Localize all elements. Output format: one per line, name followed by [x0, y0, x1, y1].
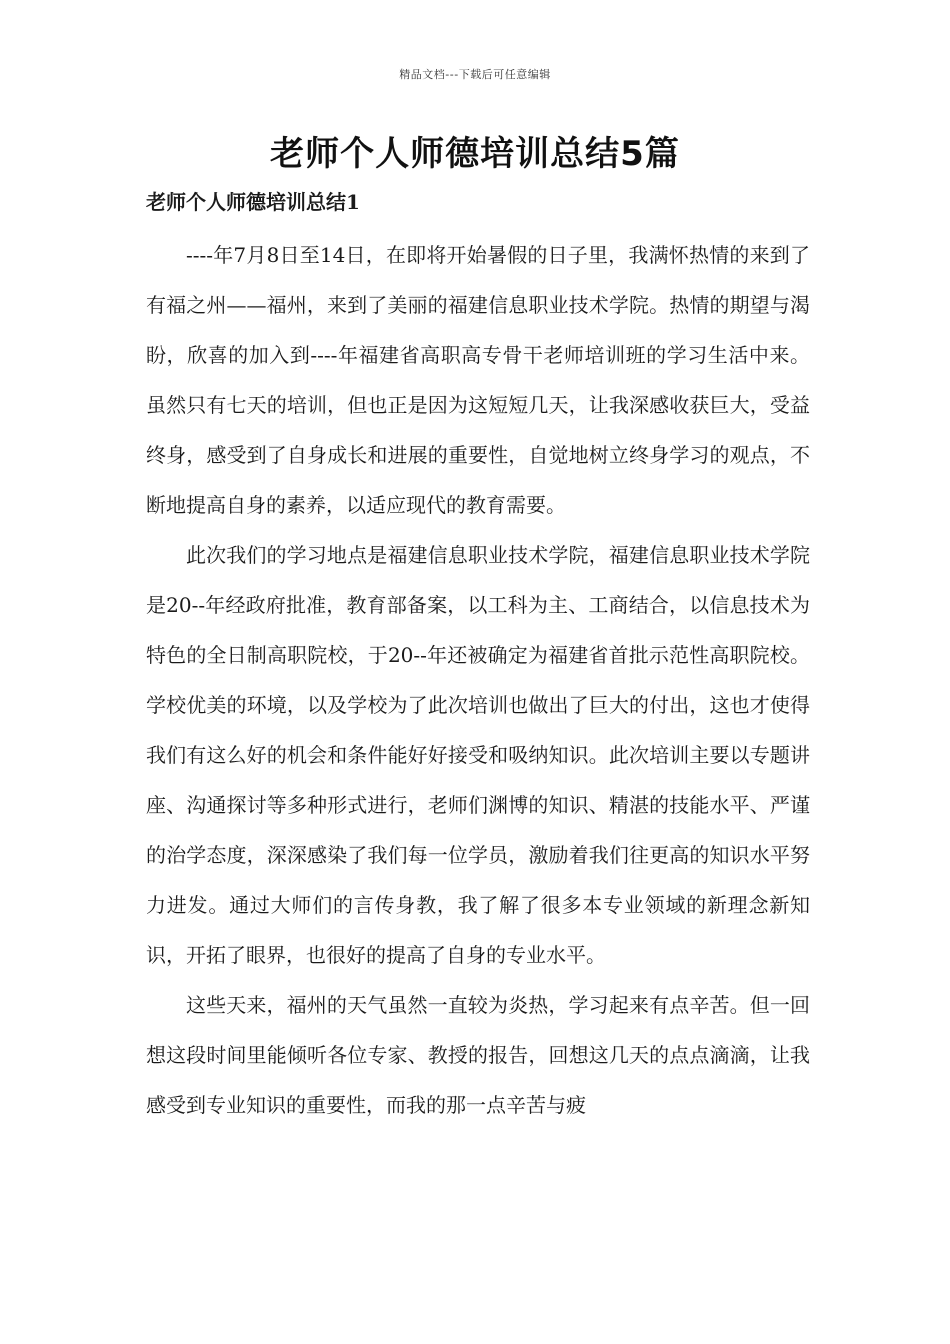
document-body [146, 230, 810, 1130]
header-note: 精品文档---下载后可任意编辑 [399, 68, 551, 81]
document-title: 老师个人师德培训总结5篇 [270, 134, 680, 174]
section-heading: 老师个人师德培训总结1 [146, 190, 360, 214]
paragraph: 此次我们的学习地点是福建信息职业技术学院，福建信息职业技术学院是20--年经政府批准，教育部备案，以工科为主、工商结合，以信息技术为特色的全日制高职院校，于20--年还被确定为福建省首批示范性高职院校。学校优美的环境，以及学校为了此次培训也做出了巨大的付出，这也才使得我们有这么好的机会和条件能好好接受和吸纳知识。此次培训主要以专题讲座、沟通探讨等多种形式进行，老师们渊博的知识、精湛的技能水平、严谨的治学态度，深深感染了我们每一位学员，激励着我们往更高的知识水平努力进发。通过大师们的言传身教，我了解了很多本专业领域的新理念新知识，开拓了眼界，也很好的提高了自身的专业水平。 [146, 543, 810, 967]
paragraph: ----年7月8日至14日，在即将开始暑假的日子里，我满怀热情的来到了有福之州——福州，来到了美丽的福建信息职业技术学院。热情的期望与渴盼，欣喜的加入到----年福建省高职高专骨干老师培训班的学习生活中来。虽然只有七天的培训，但也正是因为这短短几天，让我深感收获巨大，受益终身，感受到了自身成长和进展的重要性，自觉地树立终身学习的观点，不断地提高自身的素养，以适应现代的教育需要。 [146, 243, 810, 517]
paragraph: 这些天来，福州的天气虽然一直较为炎热，学习起来有点辛苦。但一回想这段时间里能倾听各位专家、教授的报告，回想这几天的点点滴滴，让我感受到专业知识的重要性，而我的那一点辛苦与疲 [146, 993, 810, 1117]
